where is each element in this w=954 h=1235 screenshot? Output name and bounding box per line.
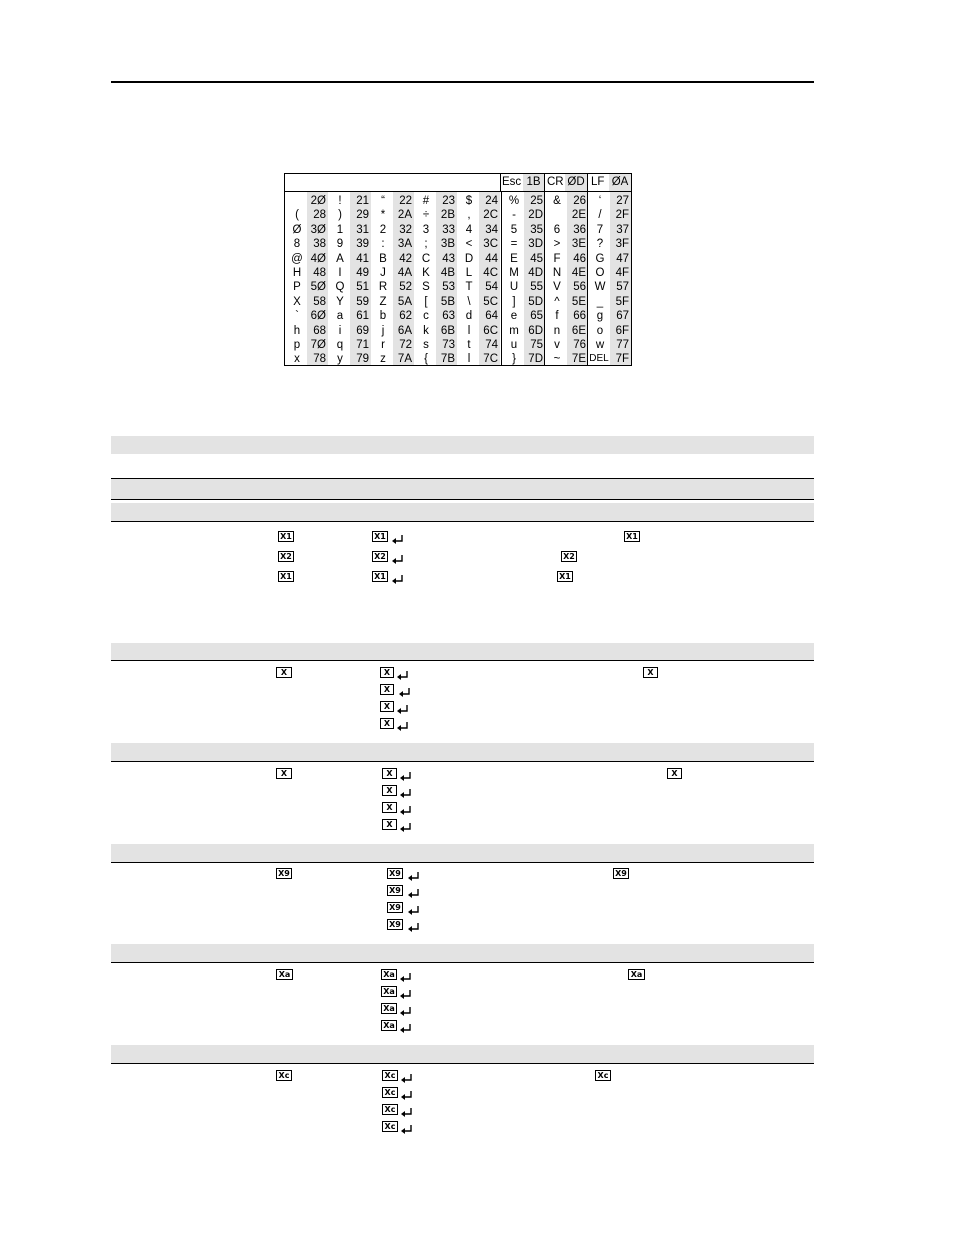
section-band-4 (111, 643, 814, 660)
ascii-hex-code: 2E (571, 209, 586, 222)
ascii-hex-code: 41 (356, 252, 369, 265)
ascii-hex-code: 78 (313, 353, 326, 366)
ascii-char: f (555, 310, 559, 323)
variable-xa-box: Xa (276, 969, 293, 980)
ascii-char: l (467, 324, 471, 337)
ascii-hex-code: 61 (356, 310, 369, 323)
variable-x9-box: X9 (387, 868, 403, 879)
ascii-char: U (509, 281, 519, 294)
variable-x2-box: X2 (372, 551, 388, 562)
variable-x9-box: X9 (276, 868, 292, 879)
rule (111, 761, 814, 762)
ascii-hex-code: 65 (530, 310, 543, 323)
ascii-hex-code: 52 (399, 281, 412, 294)
ascii-char: i (338, 324, 342, 337)
variable-xc-box: Xc (276, 1070, 292, 1081)
ascii-hex-code: 4C (483, 267, 498, 279)
section-band-2 (111, 479, 814, 499)
ascii-hex-code: 42 (399, 252, 412, 265)
ascii-hex-code: 62 (399, 310, 412, 323)
header-lf-char: LF (591, 176, 605, 188)
ascii-to-hex-table (284, 173, 632, 366)
ascii-char: ! (338, 195, 342, 207)
ascii-char: n (553, 324, 561, 337)
variable-xa-box: Xa (381, 1003, 397, 1014)
ascii-char: ~ (553, 353, 561, 366)
ascii-hex-code: 6A (397, 324, 412, 337)
ascii-char: / (598, 209, 602, 222)
ascii-hex-code: 2F (615, 209, 629, 222)
ascii-char: b (379, 310, 387, 323)
enter-icon (401, 1091, 413, 1101)
variable-x1-box: X1 (557, 571, 573, 582)
ascii-hex-code: 2D (528, 209, 543, 222)
ascii-char: > (553, 238, 561, 251)
ascii-char: j (381, 324, 385, 337)
ascii-hex-code: 72 (399, 339, 412, 351)
ascii-hex-code: 3A (397, 238, 412, 251)
ascii-hex-code: 6E (571, 324, 586, 337)
ascii-hex-code: 69 (356, 324, 369, 337)
section-band-3 (111, 503, 814, 521)
ascii-char: W (594, 281, 606, 294)
ascii-hex-code: 3E (571, 238, 586, 251)
ascii-char: w (595, 339, 605, 351)
enter-icon (408, 872, 420, 882)
ascii-char: = (510, 238, 518, 251)
ascii-char: T (465, 281, 473, 294)
ascii-char: Ø (292, 223, 302, 236)
ascii-char: B (379, 252, 387, 265)
ascii-hex-code: 28 (313, 209, 326, 222)
ascii-hex-code: 4E (571, 267, 586, 279)
ascii-hex-code: 3C (483, 238, 498, 251)
ascii-char: ^ (554, 295, 560, 308)
ascii-column (587, 192, 631, 365)
enter-icon (400, 806, 412, 816)
ascii-table-header (285, 174, 631, 192)
variable-x-box: X (667, 768, 682, 779)
variable-x2-box: X2 (561, 551, 577, 562)
ascii-hex-code: 4A (397, 267, 412, 279)
rule (111, 660, 814, 661)
ascii-char: z (380, 353, 386, 366)
ascii-char: 9 (336, 238, 344, 251)
variable-xa-box: Xa (628, 969, 645, 980)
ascii-hex-code: 63 (442, 310, 455, 323)
variable-x-box: X (276, 667, 292, 678)
variable-xa-box: Xa (381, 986, 397, 997)
ascii-char: s (423, 339, 429, 351)
variable-x-box: X (643, 667, 658, 678)
section-band-6 (111, 844, 814, 862)
ascii-char: ÷ (422, 209, 430, 222)
ascii-char (550, 208, 564, 222)
ascii-hex-code: 56 (573, 281, 586, 294)
ascii-char: V (553, 281, 561, 294)
ascii-hex-code: 44 (485, 252, 498, 265)
ascii-hex-code: 2A (397, 209, 412, 222)
ascii-char: < (465, 238, 473, 251)
ascii-hex-code: 4F (615, 267, 629, 279)
enter-icon (397, 705, 409, 715)
ascii-hex-code: 5F (615, 295, 629, 308)
ascii-column (414, 192, 457, 365)
ascii-hex-code: 77 (616, 339, 629, 351)
ascii-char: J (380, 267, 386, 279)
ascii-char: g (596, 310, 604, 323)
ascii-hex-code: 4D (528, 267, 543, 279)
ascii-hex-code: 48 (313, 267, 326, 279)
ascii-hex-code: 3D (528, 238, 543, 251)
ascii-char: a (336, 310, 344, 323)
ascii-hex-code: 7D (528, 353, 543, 366)
enter-icon (400, 990, 412, 1000)
ascii-char: ] (512, 295, 516, 308)
ascii-char: G (595, 252, 605, 265)
ascii-hex-code: 5C (483, 295, 498, 308)
enter-icon (392, 575, 404, 585)
ascii-hex-code: 7B (440, 353, 455, 366)
ascii-hex-code: 75 (530, 339, 543, 351)
ascii-hex-code: 3F (615, 238, 629, 251)
enter-icon (399, 688, 411, 698)
header-esc-hex: 1B (523, 174, 544, 191)
ascii-hex-code: 5E (571, 295, 586, 308)
ascii-hex-code: 38 (313, 238, 326, 251)
variable-x1-box: X1 (278, 531, 294, 542)
ascii-column (285, 192, 328, 365)
variable-x-box: X (380, 684, 394, 695)
enter-icon (397, 671, 409, 681)
ascii-hex-code: 21 (356, 195, 369, 207)
ascii-hex-code: 6Ø (310, 310, 326, 323)
ascii-char: q (336, 339, 344, 351)
ascii-hex-code: 64 (485, 310, 498, 323)
variable-x1-box: X1 (372, 531, 388, 542)
ascii-char: x (294, 353, 300, 366)
ascii-hex-code: 45 (530, 252, 543, 265)
header-lf-hex: ØA (609, 174, 631, 191)
variable-x-box: X (382, 785, 397, 796)
header-cr-char: CR (547, 176, 564, 188)
ascii-char: DEL (589, 353, 609, 365)
ascii-char: \ (467, 295, 471, 308)
top-rule (111, 81, 814, 83)
ascii-char: k (423, 324, 429, 337)
variable-x-box: X (276, 768, 292, 779)
ascii-hex-code: 35 (530, 223, 543, 236)
rule (111, 1063, 814, 1064)
ascii-hex-code: 24 (485, 195, 498, 207)
ascii-char: X (293, 295, 301, 308)
ascii-char: R (378, 281, 388, 294)
section-band-7 (111, 944, 814, 962)
ascii-char (290, 194, 304, 208)
ascii-char: P (293, 281, 301, 294)
enter-icon (400, 1024, 412, 1034)
ascii-hex-code: 5B (440, 295, 455, 308)
variable-x9-box: X9 (387, 902, 403, 913)
header-blank-cell (285, 174, 501, 191)
ascii-hex-code: 36 (573, 223, 586, 236)
ascii-hex-code: 7A (397, 353, 412, 366)
variable-xc-box: Xc (382, 1070, 398, 1081)
variable-xa-box: Xa (381, 1020, 397, 1031)
enter-icon (397, 722, 409, 732)
ascii-char: p (293, 339, 301, 351)
ascii-hex-code: 7F (615, 353, 629, 366)
ascii-hex-code: 4Ø (310, 252, 326, 265)
ascii-hex-code: 59 (356, 295, 369, 308)
ascii-hex-code: 7E (571, 353, 586, 366)
ascii-char: m (509, 324, 519, 337)
ascii-hex-code: 6C (483, 324, 498, 337)
ascii-char: N (552, 267, 562, 279)
ascii-hex-code: 31 (356, 223, 369, 236)
ascii-char: ( (295, 209, 299, 222)
ascii-char: ‘ (598, 195, 602, 207)
ascii-char: 4 (465, 223, 473, 236)
ascii-char: r (381, 339, 385, 351)
ascii-char: d (465, 310, 473, 323)
header-esc-char: Esc (502, 176, 522, 188)
ascii-hex-code: 27 (616, 195, 629, 207)
ascii-char: e (510, 310, 518, 323)
ascii-char: E (510, 252, 518, 265)
ascii-char: l (467, 353, 471, 366)
ascii-hex-code: 29 (356, 209, 369, 222)
ascii-hex-code: 5Ø (310, 281, 326, 294)
ascii-hex-code: 5D (528, 295, 543, 308)
variable-x-box: X (382, 819, 397, 830)
variable-x1-box: X1 (624, 531, 640, 542)
ascii-char: : (381, 238, 385, 251)
variable-xc-box: Xc (595, 1070, 611, 1081)
ascii-char: F (553, 252, 561, 265)
variable-xa-box: Xa (381, 969, 397, 980)
ascii-char: D (464, 252, 474, 265)
ascii-char: _ (596, 295, 604, 308)
variable-xc-box: Xc (382, 1087, 398, 1098)
ascii-column (328, 192, 371, 365)
ascii-column (371, 192, 414, 365)
ascii-char: v (554, 339, 560, 351)
ascii-hex-code: 73 (442, 339, 455, 351)
ascii-char: Z (379, 295, 387, 308)
ascii-hex-code: 53 (442, 281, 455, 294)
ascii-char: & (553, 195, 561, 207)
enter-icon (392, 535, 404, 545)
section-band-5 (111, 743, 814, 761)
ascii-hex-code: 4B (440, 267, 455, 279)
ascii-char: 7 (596, 223, 604, 236)
ascii-char: L (465, 267, 473, 279)
ascii-hex-code: 55 (530, 281, 543, 294)
ascii-hex-code: 7C (483, 353, 498, 366)
enter-icon (400, 1007, 412, 1017)
variable-x9-box: X9 (387, 919, 403, 930)
variable-x-box: X (382, 768, 397, 779)
ascii-char: , (467, 209, 471, 222)
ascii-hex-code: 51 (356, 281, 369, 294)
variable-x2-box: X2 (278, 551, 294, 562)
enter-icon (392, 555, 404, 565)
ascii-hex-code: 76 (573, 339, 586, 351)
ascii-char: y (337, 353, 343, 366)
ascii-column (501, 192, 545, 365)
ascii-hex-code: 34 (485, 223, 498, 236)
ascii-char: - (512, 209, 516, 222)
variable-xc-box: Xc (382, 1104, 398, 1115)
ascii-hex-code: 37 (616, 223, 629, 236)
rule (111, 499, 814, 500)
enter-icon (408, 923, 420, 933)
rule (111, 862, 814, 863)
ascii-column (544, 192, 588, 365)
ascii-char: 5 (510, 223, 518, 236)
variable-x-box: X (380, 718, 394, 729)
ascii-char: ? (596, 238, 604, 251)
variable-x9-box: X9 (613, 868, 629, 879)
ascii-column (457, 192, 500, 365)
ascii-char: [ (424, 295, 428, 308)
enter-icon (400, 789, 412, 799)
variable-x-box: X (380, 667, 394, 678)
ascii-hex-code: 66 (573, 310, 586, 323)
ascii-char: M (509, 267, 519, 279)
ascii-char: ) (338, 209, 342, 222)
ascii-hex-code: 6F (615, 324, 629, 337)
enter-icon (400, 772, 412, 782)
rule (111, 962, 814, 963)
ascii-hex-code: 2Ø (310, 195, 326, 207)
ascii-char: @ (291, 252, 303, 265)
ascii-char: $ (465, 195, 473, 207)
ascii-char: * (380, 209, 386, 222)
ascii-char: { (424, 353, 428, 366)
ascii-char: H (292, 267, 302, 279)
ascii-hex-code: 23 (442, 195, 455, 207)
ascii-char: Q (335, 281, 345, 294)
ascii-hex-code: 3B (440, 238, 455, 251)
variable-x-box: X (380, 701, 394, 712)
ascii-char: h (293, 324, 301, 337)
ascii-hex-code: 32 (399, 223, 412, 236)
variable-xc-box: Xc (382, 1121, 398, 1132)
ascii-hex-code: 58 (313, 295, 326, 308)
ascii-hex-code: 67 (616, 310, 629, 323)
ascii-hex-code: 3Ø (310, 223, 326, 236)
ascii-hex-code: 6B (440, 324, 455, 337)
ascii-char: O (595, 267, 605, 279)
enter-icon (400, 823, 412, 833)
ascii-char: t (467, 339, 471, 351)
ascii-hex-code: 6D (528, 324, 543, 337)
section-band-1 (111, 436, 814, 454)
enter-icon (401, 1108, 413, 1118)
ascii-char: 2 (379, 223, 387, 236)
ascii-char: u (510, 339, 518, 351)
ascii-char: % (508, 195, 520, 207)
ascii-hex-code: 22 (399, 195, 412, 207)
ascii-hex-code: 26 (573, 195, 586, 207)
enter-icon (401, 1074, 413, 1084)
variable-x-box: X (382, 802, 397, 813)
ascii-hex-code: 7Ø (310, 339, 326, 351)
ascii-char: # (422, 195, 430, 207)
ascii-char: A (336, 252, 344, 265)
ascii-hex-code: 46 (573, 252, 586, 265)
ascii-hex-code: 2B (440, 209, 455, 222)
ascii-hex-code: 47 (616, 252, 629, 265)
ascii-hex-code: 74 (485, 339, 498, 351)
ascii-hex-code: 54 (485, 281, 498, 294)
ascii-char: ; (424, 238, 428, 251)
header-cr-hex: ØD (565, 174, 587, 191)
ascii-char: S (422, 281, 430, 294)
variable-x1-box: X1 (278, 571, 294, 582)
ascii-char: I (338, 267, 342, 279)
ascii-hex-code: 39 (356, 238, 369, 251)
enter-icon (408, 889, 420, 899)
ascii-hex-code: 5A (397, 295, 412, 308)
ascii-char: Y (336, 295, 344, 308)
ascii-char: c (423, 310, 429, 323)
variable-x9-box: X9 (387, 885, 403, 896)
rule (111, 521, 814, 522)
enter-icon (401, 1125, 413, 1135)
ascii-hex-code: 43 (442, 252, 455, 265)
ascii-char: o (596, 324, 604, 337)
ascii-hex-code: 68 (313, 324, 326, 337)
ascii-char: 8 (293, 238, 301, 251)
ascii-hex-code: 71 (356, 339, 369, 351)
ascii-char: } (512, 353, 516, 366)
ascii-hex-code: 25 (530, 195, 543, 207)
section-band-8 (111, 1045, 814, 1063)
ascii-char: 1 (336, 223, 344, 236)
ascii-char: 3 (422, 223, 430, 236)
ascii-hex-code: 79 (356, 353, 369, 366)
ascii-char: 6 (553, 223, 561, 236)
ascii-char: “ (381, 195, 385, 207)
ascii-hex-code: 2C (483, 209, 498, 222)
ascii-hex-code: 57 (616, 281, 629, 294)
enter-icon (400, 973, 412, 983)
ascii-char: K (422, 267, 430, 279)
ascii-hex-code: 49 (356, 267, 369, 279)
ascii-hex-code: 33 (442, 223, 455, 236)
variable-x1-box: X1 (372, 571, 388, 582)
ascii-char: ` (295, 310, 299, 323)
enter-icon (408, 906, 420, 916)
ascii-char: C (421, 252, 431, 265)
